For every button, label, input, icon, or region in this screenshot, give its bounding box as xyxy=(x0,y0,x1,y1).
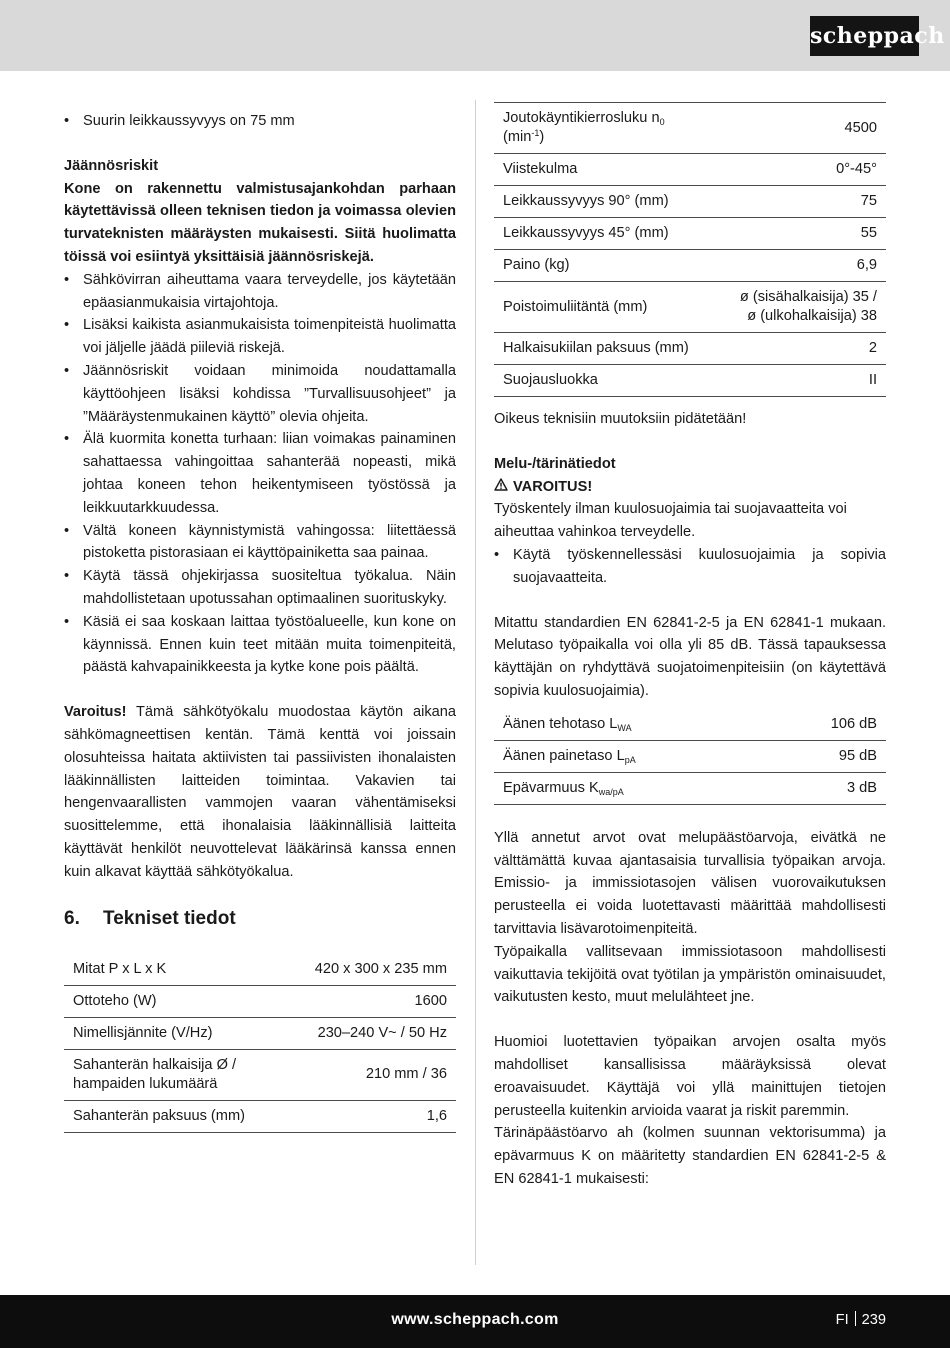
spec-label: Joutokäyntikierrosluku $n_0$ $(\min^{-1})$ xyxy=(503,110,665,145)
table-row xyxy=(494,250,886,282)
spec-value: II xyxy=(868,372,877,388)
spec-label: Leikkaussyvyys 90° (mm) xyxy=(503,193,669,209)
table-row xyxy=(64,1049,456,1100)
immission-paragraph: Työpaikalla vallitsevaan immissiotasoon mahdollisesti vaikuttavia tekijöitä ovat työtilan ja ympäristön ominaisuudet, vaikutusten kesto, muut melulähteet jne. xyxy=(494,943,886,1006)
warning-triangle-icon xyxy=(494,476,510,499)
list-item: • Jäännösriskit voidaan minimoida noudattamalla käyttöohjeen lisäksi kohdissa ”Turvallisuusohjeet” ja ”Määräystenmukainen käyttö” olevia ohjeita. xyxy=(64,360,456,428)
spec-label: Mitat P x L x K xyxy=(73,960,167,977)
table-row xyxy=(64,1100,456,1132)
warning-label: Varoitus! xyxy=(64,704,127,721)
section-number: 6. xyxy=(64,907,80,929)
column-divider xyxy=(475,100,476,1265)
table-row xyxy=(494,333,886,365)
residual-risks-heading: Jäännösriskit xyxy=(64,157,159,174)
right-column xyxy=(494,102,886,1191)
section-heading xyxy=(64,906,456,932)
spec-value: 1,6 xyxy=(426,1107,447,1124)
table-row xyxy=(494,772,886,804)
page-separator xyxy=(855,1311,856,1326)
table-row xyxy=(494,103,886,154)
emf-warning-paragraph xyxy=(64,701,456,883)
table-row xyxy=(494,740,886,772)
spec-value: 210 mm / 36 xyxy=(365,1066,447,1082)
spec-value: 55 xyxy=(860,225,877,241)
top-bullet-list xyxy=(64,110,456,133)
national-regulations-paragraph: Huomioi luotettavien työpaikan arvojen osalta myös mahdolliset kansallisissa määräyksissä olevat eroavaisuudet. Käyttäjä voi yllä mainittujen tietojen perusteella kuitenkin arvioida vaarat ja riskit paremmin. xyxy=(494,1034,886,1119)
residual-risks-list xyxy=(64,269,456,679)
spec-label: Halkaisukiilan paksuus (mm) xyxy=(503,340,689,356)
scheppach-logo: scheppach xyxy=(810,16,919,56)
list-item: • Älä kuormita konetta turhaan: liian voimakas painaminen sahattaessa vahingoittaa sahanterää nopeasti, mikä johtaa koneen tehon heikentymiseen työstössä ja leikkuutarkkuudessa. xyxy=(64,428,456,519)
spec-label: Suojausluokka xyxy=(503,372,598,388)
noise-label: Äänen painetaso $L_{pA}$ xyxy=(503,747,636,765)
table-row xyxy=(64,1017,456,1049)
spec-value: 75 xyxy=(860,193,877,209)
page-header xyxy=(0,0,950,71)
table-row xyxy=(494,365,886,397)
noise-label: Äänen tehotaso $L_{WA}$ xyxy=(503,715,632,733)
spec-label: Leikkaussyvyys 45° (mm) xyxy=(503,225,669,241)
page-number: 239 xyxy=(861,1312,886,1328)
noise-value: 95 dB xyxy=(838,747,877,764)
table-row xyxy=(64,985,456,1017)
spec-label: Poistoimuliitäntä (mm) xyxy=(503,298,648,315)
spec-value: 230–240 V~ / 50 Hz xyxy=(317,1024,447,1041)
spec-value: 0°-45° xyxy=(836,161,877,177)
spec-label: Sahanterän halkaisija Ø / hampaiden lukumäärä xyxy=(73,1056,237,1092)
list-item: • Käsiä ei saa koskaan laittaa työstöalueelle, kun kone on käynnissä. Ennen kuin teet mitään muita toimenpiteitä, päästä kahvapainikkeesta ja kytke kone pois päältä. xyxy=(64,611,456,679)
list-item: • Lisäksi kaikista asianmukaisista toimenpiteistä huolimatta voi jäljelle jäädä piileviä riskejä. xyxy=(64,314,456,360)
left-column xyxy=(64,110,456,1133)
spec-label: Nimellisjännite (V/Hz) xyxy=(73,1024,213,1041)
vibration-paragraph: Tärinäpäästöarvo ah (kolmen suunnan vektorisumma) ja epävarmuus K on määritetty standardien EN 62841-2-5 & EN 62841-1 mukaisesti: xyxy=(494,1125,886,1187)
table-row xyxy=(494,186,886,218)
noise-label: Epävarmuus $K_{wa/pA}$ xyxy=(503,779,624,797)
website-url: www.scheppach.com xyxy=(391,1311,559,1328)
noise-value: 3 dB xyxy=(846,779,877,796)
noise-vibration-heading: Melu-/tärinätiedot xyxy=(494,455,616,472)
caution-line xyxy=(494,476,886,499)
changes-note: Oikeus teknisiin muutoksiin pidätetään! xyxy=(494,411,747,427)
technical-data-table xyxy=(64,954,456,1133)
table-row xyxy=(494,154,886,186)
caution-text: Työskentely ilman kuulosuojaimia tai suojavaatteita voi aiheuttaa vahinkoa terveydelle. xyxy=(494,501,847,541)
spec-label: Sahanterän paksuus (mm) xyxy=(73,1107,245,1124)
list-item: • Käytä tässä ohjekirjassa suositeltua työkalua. Näin mahdollistetaan upotussahan optimaalinen suorituskyky. xyxy=(64,565,456,611)
table-row xyxy=(494,709,886,741)
measured-paragraph: Mitattu standardien EN 62841-2-5 ja EN 62841-1 mukaan. Melutaso työpaikalla voi olla yli 85 dB. Tässä tapauksessa käyttäjän on ryhdyttävä suojatoimenpiteisiin (on käytettävä sopivia kuulosuojaimia). xyxy=(494,614,886,699)
spec-value: 6,9 xyxy=(856,257,877,273)
caution-list xyxy=(494,544,886,590)
table-row xyxy=(64,954,456,986)
page-indicator xyxy=(836,1308,886,1332)
noise-values-table xyxy=(494,709,886,805)
noise-value: 106 dB xyxy=(830,715,877,732)
spec-value: 1600 xyxy=(414,992,447,1009)
spec-value: ø (sisähalkaisija) 35 / ø (ulkohalkaisija) 38 xyxy=(739,289,877,324)
residual-risks-intro: Kone on rakennettu valmistusajankohdan parhaan käytettävissä olleen teknisen tiedon ja voimassa olevien turvateknisten määräysten mukaisesti. Siitä huolimatta töissä voi esiintyä yksittäisiä jäännösriskejä. xyxy=(64,180,456,265)
list-item: • Suurin leikkaussyvyys on 75 mm xyxy=(64,110,456,133)
spec-value: 4500 xyxy=(844,119,877,136)
section-title: Tekniset tiedot xyxy=(103,907,236,929)
language-code: FI xyxy=(835,1312,849,1328)
caution-label: VAROITUS! xyxy=(513,478,593,495)
spec-value: 420 x 300 x 235 mm xyxy=(314,960,447,977)
technical-data-table-continued xyxy=(494,102,886,397)
warning-text: Tämä sähkötyökalu muodostaa käytön aikana sähkömagneettisen kentän. Tämä kenttä voi joissain olosuhteissa haitata aktiivisten tai passiivisten ihonalaisten lääkinnällisten laitteiden toimintaa. Vakavien tai hengenvaarallisten vammojen vaaran vähentämiseksi suosittelemme, että ihonalaisia lääkinnällisiä laitteita käyttävät henkilöt neuvottelevat lääkärinsä kanssa ennen kuin alkavat käyttää sähkötyökalua. xyxy=(64,704,456,880)
page-footer xyxy=(0,1295,950,1348)
table-row xyxy=(494,218,886,250)
spec-value: 2 xyxy=(868,340,877,356)
spec-label: Paino (kg) xyxy=(503,257,570,273)
list-item: • Sähkövirran aiheuttama vaara terveydelle, jos käytetään epäasianmukaisia virtajohtoja. xyxy=(64,269,456,315)
spec-label: Ottoteho (W) xyxy=(73,992,157,1009)
list-item: • Vältä koneen käynnistymistä vahingossa: liitettäessä pistoketta pistorasiaan ei käyttöpainiketta saa painaa. xyxy=(64,520,456,566)
spec-label: Viistekulma xyxy=(503,161,578,177)
list-item: • Käytä työskennellessäsi kuulosuojaimia ja sopivia suojavaatteita. xyxy=(494,544,886,590)
emission-paragraph: Yllä annetut arvot ovat melupäästöarvoja, eivätkä ne välttämättä kuvaa ajantasaisia turvallisia työpaikan arvoja. Emissio- ja immissiotasojen välisen vuorovaikutuksen perusteella ei voida luotettavasti määrittää mahdollisesti tarvittavia lisävarotoimenpiteitä. xyxy=(494,829,886,937)
table-row xyxy=(494,282,886,333)
